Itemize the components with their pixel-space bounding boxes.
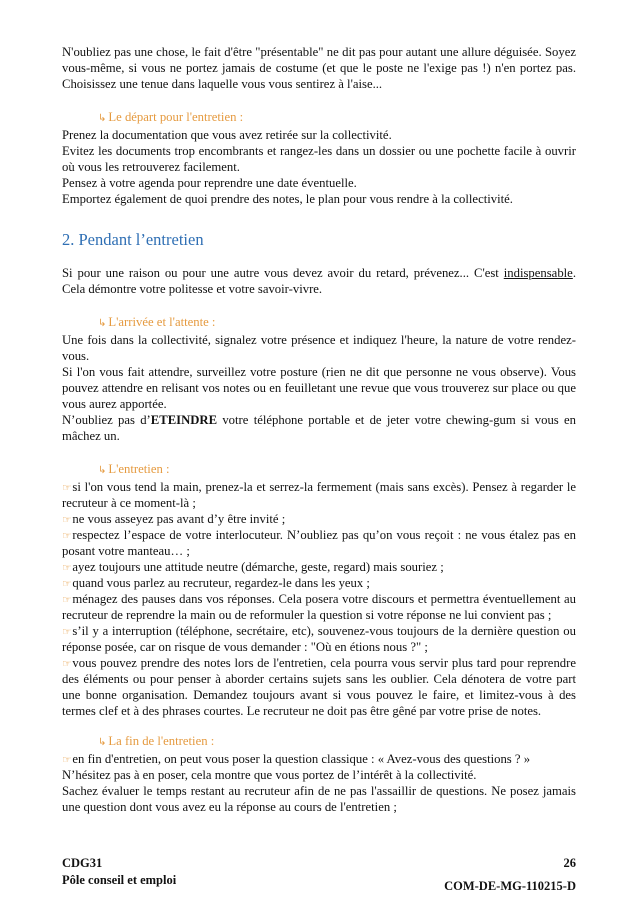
subheading-depart (98, 109, 576, 125)
phone-text-after: votre téléphone portable et de jeter votre chewing-gum si vous en mâchez un. (62, 413, 576, 443)
subheading-label: Le départ pour l'entretien : (108, 110, 244, 124)
subheading-label: L'arrivée et l'attente : (108, 315, 216, 329)
phone-text-before: N’oubliez pas d’ (62, 413, 151, 427)
paragraph-line: Une fois dans la collectivité, signalez votre présence et indiquez l'heure, la nature de votre rendez-vous. (62, 333, 576, 363)
intro-text-before: Si pour une raison ou pour une autre vous devez avoir du retard, prévenez... C'est (62, 266, 504, 280)
bullet-item (62, 623, 576, 655)
pointing-hand-icon (62, 512, 72, 526)
document-reference: COM-DE-MG-110215-D (444, 879, 576, 893)
phone-reminder (62, 412, 576, 444)
bullet-text: en fin d'entretien, on peut vous poser la question classique : « Avez-vous des questions ? » (72, 752, 531, 766)
paragraph-line: Prenez la documentation que vous avez retirée sur la collectivité. (62, 128, 392, 142)
page-body (62, 44, 576, 815)
footer-department: Pôle conseil et emploi (62, 873, 177, 887)
arrow-icon (98, 315, 108, 329)
subheading-label: La fin de l'entretien : (108, 734, 215, 748)
pointing-hand-icon (62, 624, 72, 638)
intro-paragraph: N'oubliez pas une chose, le fait d'être "présentable" ne dit pas pour autant une allure déguisée. Soyez vous-même, si vous ne portez jamais de costume (et que le poste ne l'exige pas !) n'en portez pas. Choisissez une tenue dans laquelle vous vous sentirez à l'aise... (62, 45, 576, 91)
bullet-text: vous pouvez prendre des notes lors de l'entretien, cela pourra vous servir plus tard pour reprendre des éléments ou pour penser à aborder certains sujets sans les oublier. Cela dénotera de votre part une bonne organisation. Demandez toujours avant si vous pouvez le faire, et limitez-vous à des termes clef et à des phrases courtes. Le recruteur ne doit pas être gêné par votre prise de notes. (62, 656, 576, 718)
bullet-text: ne vous asseyez pas avant d’y être invité ; (72, 512, 286, 526)
subheading-fin (98, 733, 576, 749)
section-intro-paragraph (62, 265, 576, 297)
paragraph-line: Sachez évaluer le temps restant au recruteur afin de ne pas l'assaillir de questions. Ne posez jamais une question dont vous avez eu la réponse au cours de l'entretien ; (62, 784, 576, 814)
pointing-hand-icon (62, 528, 72, 542)
bullet-item (62, 559, 576, 575)
bullet-item (62, 751, 576, 767)
paragraph-line: N’hésitez pas à en poser, cela montre que vous portez de l’intérêt à la collectivité. (62, 768, 477, 782)
underlined-word: indispensable (503, 266, 573, 280)
bullet-text: ménagez des pauses dans vos réponses. Cela posera votre discours et permettra éventuellement au recruteur de reprendre la main ou de reformuler la question si votre réponse ne lui convient pas ; (62, 592, 576, 622)
depart-block (62, 127, 576, 207)
subheading-label: L'entretien : (108, 462, 170, 476)
arrow-icon (98, 462, 108, 476)
intro-text-after: . Cela démontre votre politesse et votre savoir-vivre. (62, 266, 576, 296)
arrivee-block (62, 332, 576, 444)
bullet-item (62, 527, 576, 559)
fin-block (62, 751, 576, 815)
pointing-hand-icon (62, 656, 72, 670)
bullet-text: respectez l’espace de votre interlocuteur. N’oubliez pas qu’on vous reçoit : ne vous étalez pas en posant votre manteau… ; (62, 528, 576, 558)
bullet-text: quand vous parlez au recruteur, regardez-le dans les yeux ; (72, 576, 370, 590)
subheading-entretien (98, 461, 576, 477)
footer-left (62, 855, 176, 889)
entretien-bullet-list (62, 479, 576, 719)
pointing-hand-icon (62, 576, 72, 590)
footer-organization: CDG31 (62, 856, 103, 870)
bold-word: ETEINDRE (150, 413, 218, 427)
bullet-item (62, 479, 576, 511)
bullet-item (62, 591, 576, 623)
bullet-item (62, 655, 576, 719)
page-number: 26 (563, 856, 576, 870)
arrow-icon (98, 734, 108, 748)
pointing-hand-icon (62, 592, 72, 606)
arrow-icon (98, 110, 108, 124)
section-title: 2. Pendant l’entretien (62, 230, 204, 249)
bullet-item (62, 511, 576, 527)
paragraph-line: Evitez les documents trop encombrants et rangez-les dans un dossier ou une pochette facile à ouvrir où vous les retrouverez facilement. (62, 144, 576, 174)
pointing-hand-icon (62, 480, 72, 494)
paragraph-line: Pensez à votre agenda pour reprendre une date éventuelle. (62, 176, 357, 190)
bullet-text: si l'on vous tend la main, prenez-la et serrez-la fermement (mais sans excès). Pensez à regarder le recruteur à ce moment-là ; (62, 480, 576, 510)
pointing-hand-icon (62, 752, 72, 766)
subheading-arrivee (98, 314, 576, 330)
paragraph-line: Emportez également de quoi prendre des notes, le plan pour vous rendre à la collectivité. (62, 192, 513, 206)
bullet-text: ayez toujours une attitude neutre (démarche, geste, regard) mais souriez ; (72, 560, 444, 574)
bullet-text: s’il y a interruption (téléphone, secrétaire, etc), souvenez-vous toujours de la dernière question ou réponse posée, car on risque de vous demander : "Où en étions nous ?" ; (62, 624, 576, 654)
pointing-hand-icon (62, 560, 72, 574)
bullet-item (62, 575, 576, 591)
paragraph-line: Si l'on vous fait attendre, surveillez votre posture (rien ne dit que personne ne vous observe). Vous pouvez attendre en relisant vos notes ou en feuilletant une revue que vous trouverez sur place ou que vous aurez apportée. (62, 365, 576, 411)
